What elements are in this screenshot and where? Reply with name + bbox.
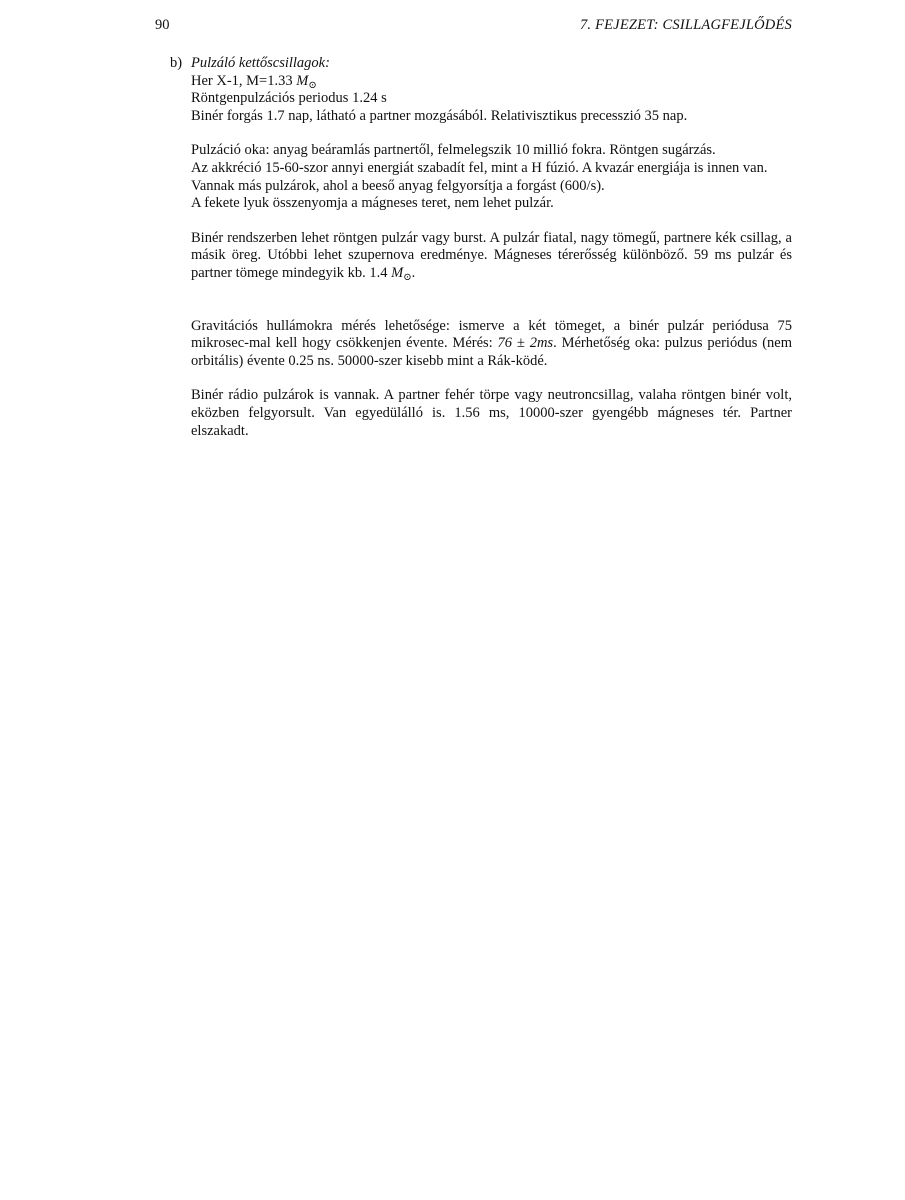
paragraph-gap: [191, 283, 792, 318]
list-item-b: [170, 55, 792, 440]
binary-system-text: Binér rendszerben lehet röntgen pulzár vagy burst. A pulzár fiatal, nagy tömegű, partnere kék csillag, a másik öreg. Utóbbi lehet szupernova eredménye. Mágneses térerősség különböző. 59 ms pulzár és partner tömege mindegyik kb. 1.4: [191, 229, 792, 281]
grav-waves-text-after: . Mérhetőség oka: pulzus periódus (nem orbitális) évente 0.25 ns. 50000-szer kisebb mint a Rák-ködé.: [191, 335, 792, 369]
item-marker: b): [170, 55, 183, 71]
paragraph-gap: [191, 125, 792, 142]
sun-symbol: ⊙: [403, 271, 412, 283]
sun-symbol: ⊙: [308, 79, 317, 91]
paragraph-binary-system: [191, 230, 792, 283]
paragraph-gap: [191, 213, 792, 230]
black-hole-line: A fekete lyuk összenyomja a mágneses teret, nem lehet pulzár.: [191, 195, 554, 212]
item-title: Pulzáló kettőscsillagok:: [191, 55, 330, 71]
binary-system-end: .: [411, 264, 416, 281]
other-pulsars-line: Vannak más pulzárok, ahol a beeső anyag felgyorsítja a forgást (600/s).: [191, 177, 605, 194]
paragraph-gravitational-waves: [191, 318, 792, 371]
her-x1-text: Her X-1, M=1.33: [191, 72, 297, 89]
page-number: 90: [155, 17, 170, 33]
grav-waves-text-before: Gravitációs hullámokra mérés lehetősége: ismerve a két tömeget, a binér pulzár periódusa 75 mikrosec-mal kell hogy csökkenjen évente. Mérés:: [191, 317, 792, 352]
xray-period-line: Röntgenpulzációs periodus 1.24 s: [191, 90, 387, 107]
binary-rotation-line: Binér forgás 1.7 nap, látható a partner mozgásából. Relativisztikus precesszió 35 nap.: [191, 107, 688, 124]
accretion-energy-text: Az akkréció 15-60-szor annyi energiát szabadít fel, mint a H fúzió. A kvazár energiája is innen van.: [191, 159, 768, 176]
paragraph-gap: [191, 370, 792, 387]
item-body: [191, 55, 792, 440]
chapter-title: 7. FEJEZET: CSILLAGFEJLŐDÉS: [579, 17, 792, 33]
page-content: [170, 55, 792, 440]
paragraph-radio-pulsars: Binér rádio pulzárok is vannak. A partner fehér törpe vagy neutroncsillag, valaha röntgen binér volt, eközben felgyorsult. Van egyedülálló is. 1.56 ms, 10000-szer gyengébb mágneses tér. Partner elszakadt.: [191, 387, 792, 439]
her-x1-line: [191, 73, 792, 91]
measurement-value: 76 ± 2ms: [497, 335, 554, 352]
solar-mass-symbol: M: [296, 72, 309, 89]
solar-mass-symbol: M: [391, 264, 404, 281]
pulsation-cause-line: Pulzáció oka: anyag beáramlás partnertől, felmelegszik 10 millió fokra. Röntgen sugárzás.: [191, 142, 716, 159]
paragraph-accretion: [191, 142, 792, 212]
